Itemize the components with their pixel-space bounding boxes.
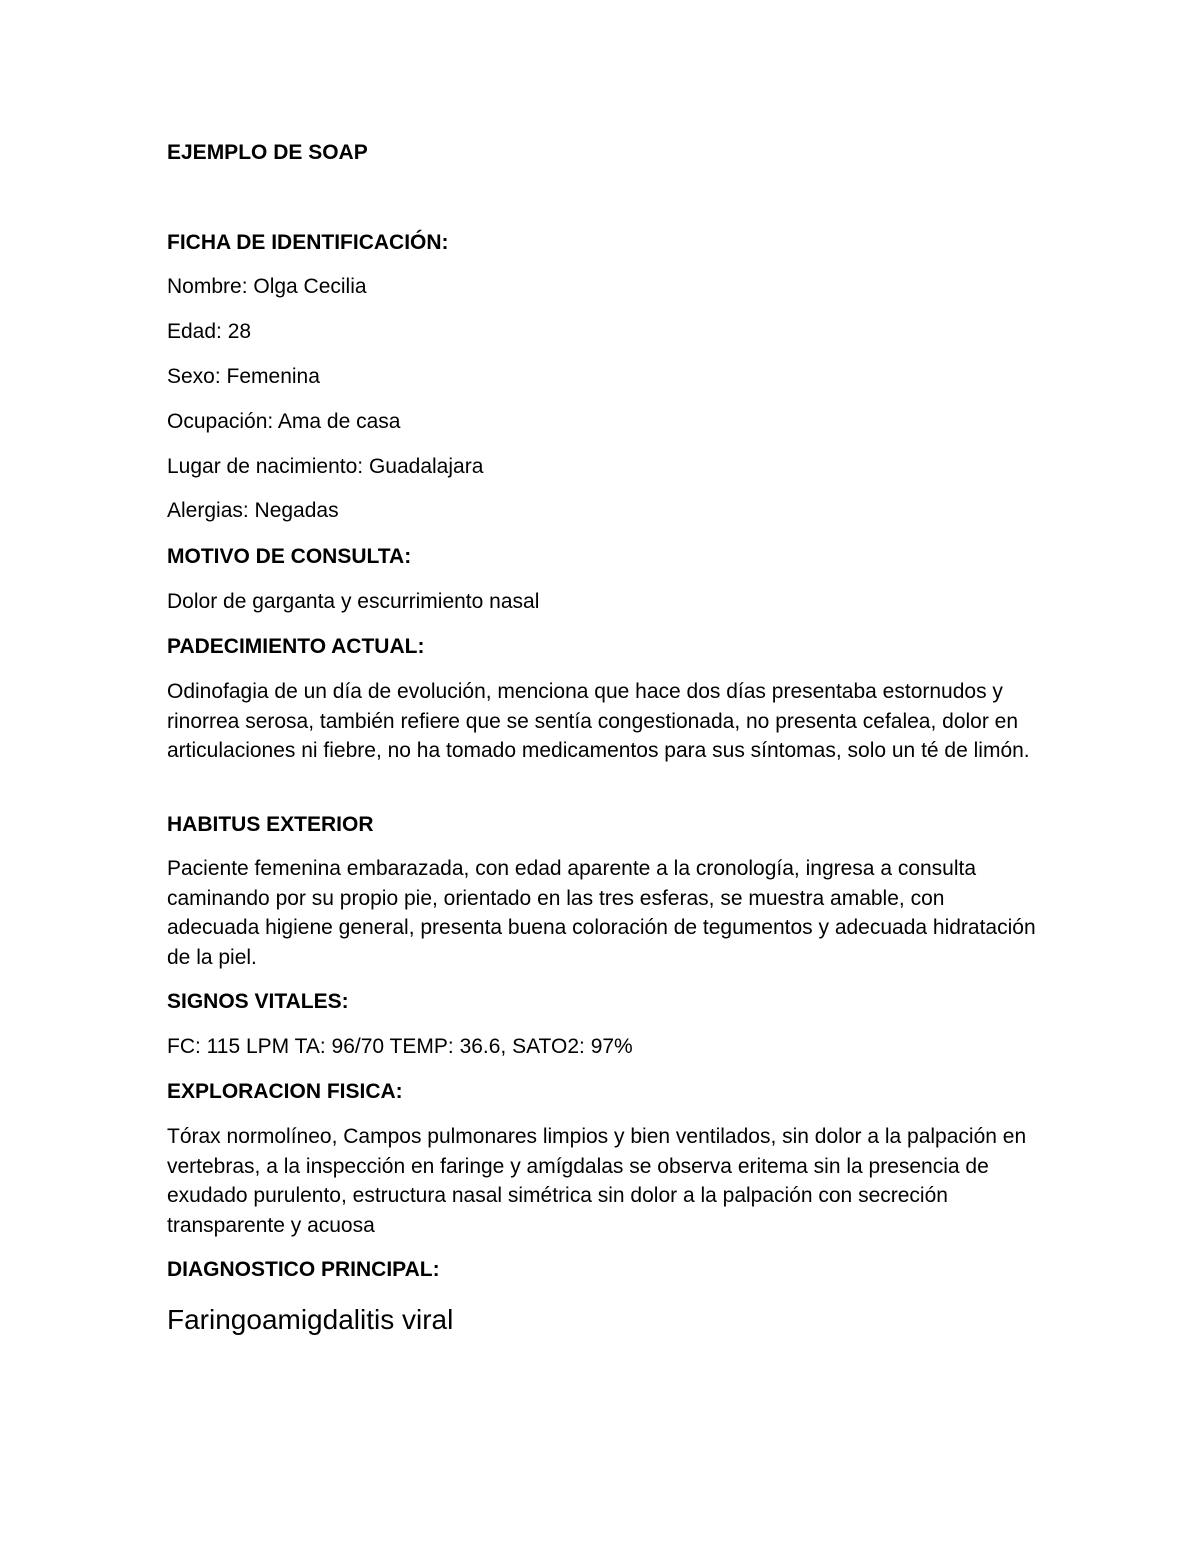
diagnostico-heading: DIAGNOSTICO PRINCIPAL: [167,1258,440,1281]
habitus-heading-wrap [167,811,1047,839]
sexo-wrap [167,363,1047,391]
exploracion-heading-wrap [167,1078,1047,1106]
motivo-heading: MOTIVO DE CONSULTA: [167,545,412,568]
diagnostico-text-wrap [167,1302,1047,1338]
alergias-field: Alergias: Negadas [167,499,339,522]
padecimiento-heading: PADECIMIENTO ACTUAL: [167,635,425,658]
diagnostico-text: Faringoamigdalitis viral [167,1304,454,1335]
identificacion-heading: FICHA DE IDENTIFICACIÓN: [167,231,449,254]
nombre-wrap [167,273,1047,301]
motivo-heading-wrap [167,543,1047,571]
motivo-text-wrap [167,588,1047,616]
padecimiento-heading-wrap [167,633,1047,661]
diagnostico-heading-wrap [167,1256,1047,1284]
lugar-wrap [167,453,1047,481]
habitus-heading: HABITUS EXTERIOR [167,813,374,836]
ocupacion-wrap [167,408,1047,436]
habitus-text-wrap [167,854,1047,972]
signos-heading: SIGNOS VITALES: [167,990,349,1013]
signos-heading-wrap [167,988,1047,1016]
ocupacion-field: Ocupación: Ama de casa [167,410,401,433]
alergias-wrap [167,497,1047,525]
nombre-field: Nombre: Olga Cecilia [167,275,367,298]
signos-text-wrap [167,1033,1047,1061]
motivo-text: Dolor de garganta y escurrimiento nasal [167,590,540,613]
document-title: EJEMPLO DE SOAP [167,141,368,164]
habitus-text: Paciente femenina embarazada, con edad aparente a la cronología, ingresa a consulta caminando por su propio pie, orientado en las tres esferas, se muestra amable, con adecuada higiene general, presenta buena coloración de tegumentos y adecuada hidratación de la piel. [167,857,1036,969]
identificacion-heading-wrap [167,229,1047,257]
edad-wrap [167,318,1047,346]
padecimiento-text-wrap [167,677,1047,766]
exploracion-text-wrap [167,1122,1047,1240]
lugar-nacimiento-field: Lugar de nacimiento: Guadalajara [167,455,484,478]
exploracion-text: Tórax normolíneo, Campos pulmonares limpios y bien ventilados, sin dolor a la palpación en vertebras, a la inspección en faringe y amígdalas se observa eritema sin la presencia de exudado purulento, estructura nasal simétrica sin dolor a la palpación con secreción transparente y acuosa [167,1125,1027,1237]
padecimiento-text: Odinofagia de un día de evolución, menciona que hace dos días presentaba estornudos y rinorrea serosa, también refiere que se sentía congestionada, no presenta cefalea, dolor en articulaciones ni fiebre, no ha tomado medicamentos para sus síntomas, solo un té de limón. [167,680,1030,762]
edad-field: Edad: 28 [167,320,252,343]
sexo-field: Sexo: Femenina [167,365,320,388]
signos-text: FC: 115 LPM TA: 96/70 TEMP: 36.6, SATO2: 97% [167,1035,633,1058]
exploracion-heading: EXPLORACION FISICA: [167,1080,403,1103]
